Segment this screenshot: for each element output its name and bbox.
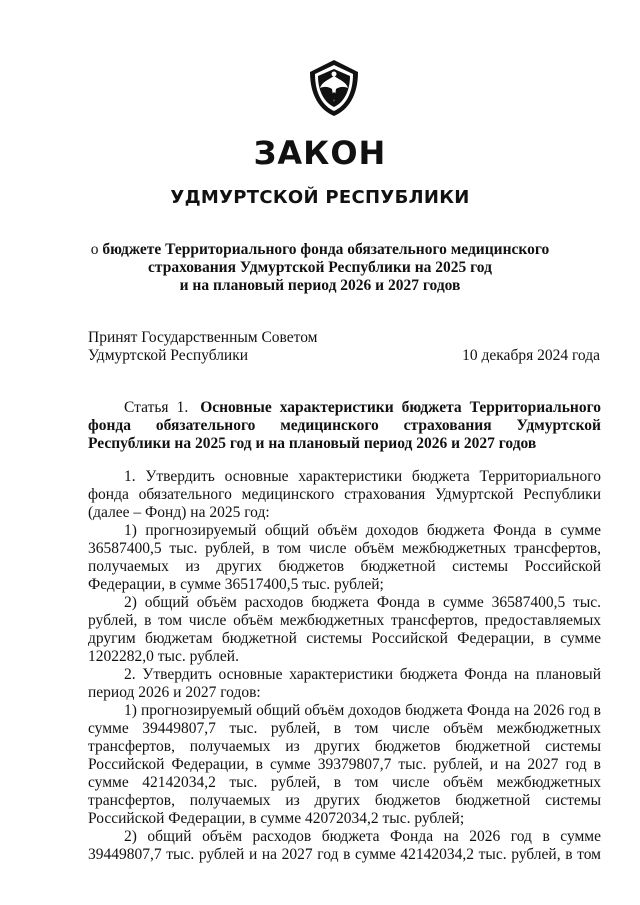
adoption-date: 10 декабря 2024 года xyxy=(462,347,600,364)
adoption-line-1: Принят Государственным Советом xyxy=(88,329,318,346)
article-body xyxy=(88,468,601,864)
paragraph: 2) общий объём расходов бюджета Фонда в сумме 36587400,5 тыс. рублей, в том числе объём межбюджетных трансфертов, предоставляемых другим бюджетам бюджетной системы Российской Федерации, в сумме 1202282,0 тыс. рублей. xyxy=(88,594,601,665)
document-subtitle: УДМУРТСКОЙ РЕСПУБЛИКИ xyxy=(170,187,470,208)
adoption-line-2: Удмуртской Республики xyxy=(88,347,249,364)
subject-line-2: страхования Удмуртской Республики на 2025 год xyxy=(148,259,492,276)
article-number: 1. xyxy=(176,399,189,416)
subject-line-3: и на плановый период 2026 и 2027 годов xyxy=(179,277,461,294)
adoption-info xyxy=(88,329,318,365)
document-title: ЗАКОН xyxy=(253,134,387,172)
article-label: Статья xyxy=(124,399,169,416)
paragraph: 1. Утвердить основные характеристики бюджета Территориального фонда обязательного медицинского страхования Удмуртской Республики (далее – Фонд) на 2025 год: xyxy=(88,468,601,521)
paragraph: 2. Утвердить основные характеристики бюджета Фонда на плановый период 2026 и 2027 годов: xyxy=(88,666,601,701)
law-subject xyxy=(80,241,560,295)
article-title: Основные характеристики бюджета Территориального фонда обязательного медицинского страхования Удмуртской Республики на 2025 год и на плановый период 2026 и 2027 годов xyxy=(88,399,601,452)
subject-line-1 xyxy=(80,241,560,259)
paragraph: 2) общий объём расходов бюджета Фонда на 2026 год в сумме 39449807,7 тыс. рублей и на 2027 год в сумме 42142034,2 тыс. рублей, в том xyxy=(88,828,601,863)
paragraph: 1) прогнозируемый общий объём доходов бюджета Фонда в сумме 36587400,5 тыс. рублей, в том числе объём межбюджетных трансфертов, получаемых из других бюджетов бюджетной системы Российской Федерации, в сумме 36517400,5 тыс. рублей; xyxy=(88,522,601,593)
subject-line-1-text: бюджете Территориального фонда обязательного медицинского xyxy=(98,241,550,258)
article-heading xyxy=(88,399,601,453)
subject-prefix: о xyxy=(90,241,99,258)
paragraph: 1) прогнозируемый общий объём доходов бюджета Фонда на 2026 год в сумме 39449807,7 тыс. рублей, в том числе объём межбюджетных трансфертов, получаемых из других бюджетов бюджетной системы Российской Федерации, в сумме 39379807,7 тыс. рублей, и на 2027 год в сумме 42142034,2 тыс. рублей, в том числе объём межбюджетных трансфертов, получаемых из других бюджетов бюджетной системы Российской Федерации, в сумме 42072034,2 тыс. рублей; xyxy=(88,702,601,827)
udmurt-coat-of-arms-icon xyxy=(308,58,360,118)
